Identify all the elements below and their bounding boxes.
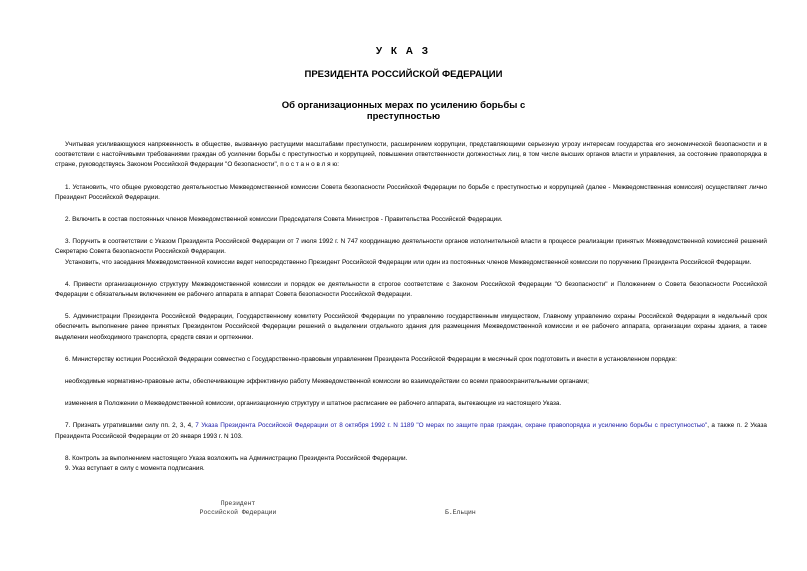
- document-type-heading: У К А З: [375, 46, 432, 57]
- paragraph-2: 2. Включить в состав постоянных членов Межведомственной комиссии Председателя Совета Министров - Правительства Российской Федерации.: [65, 216, 503, 224]
- paragraph-5: 5. Администрации Президента Российской Федерации, Государственному комитету Российской Федерации по управлению государственным имуществом, Главному управлению охраны Российской Федерации в недельный срок обеспечить выполнение ранее принятых Президентом Российской Федерации решений о выделении отдельного здания для размещения Межведомственной комиссии и ее рабочего аппарата, организации охраны здания, а также выделении необходимого транспорта, средств связи и оргтехники.: [55, 313, 767, 341]
- signatory-name: Б.Ельцин: [445, 509, 476, 516]
- document-body: [55, 140, 767, 474]
- paragraph-7-start: 7. Признать утратившими силу пп. 2, 3, 4,: [65, 422, 196, 430]
- signatory-title-line-2: Российской Федерации: [199, 509, 277, 516]
- paragraph-3-continuation: Установить, что заседания Межведомственной комиссии ведет непосредственно Президент Российской Федерации или один из постоянных членов Межведомственной комиссии по поручению Президента Российской Федерации.: [65, 258, 752, 266]
- document-title-line-2: преступностью: [366, 111, 441, 122]
- paragraph-8: 8. Контроль за выполнением настоящего Указа возложить на Администрацию Президента Российской Федерации.: [65, 454, 408, 462]
- preamble-paragraph: Учитывая усиливающуюся напряженность в обществе, вызванную растущими масштабами преступности, расширением коррупции, представляющими серьезную угрозу интересам государства его экономической безопасности и в соответствии с настойчивыми требованиями граждан об усилении борьбы с преступностью и коррупцией, повышении ответственности должностных лиц, в том числе высших органов власти и управления, за состояние правопорядка в стране, руководствуясь Законом Российской Федерации "О безопасности", п о с т а н о в л я ю:: [55, 141, 767, 169]
- decree-1189-link[interactable]: 7 Указа Президента Российской Федерации от 8 октября 1992 г. N 1189 "О мерах по защите прав граждан, охране правопорядка и усилению борьбы с преступностью": [195, 422, 708, 430]
- paragraph-6-item-a: необходимые нормативно-правовые акты, обеспечивающие эффективную работу Межведомственной комиссии во взаимодействии со всеми правоохранительными органами;: [65, 378, 589, 386]
- document-title: [0, 100, 807, 122]
- paragraph-1: 1. Установить, что общее руководство деятельностью Межведомственной комиссии Совета безопасности Российской Федерации по борьбе с преступностью и коррупцией (далее - Межведомственная комиссия) осуществляет лично Президент Российской Федерации.: [55, 183, 767, 201]
- paragraph-7: [55, 421, 767, 441]
- document-title-line-1: Об организационных мерах по усилению борьбы с: [281, 100, 526, 111]
- paragraph-4: 4. Привести организационную структуру Межведомственной комиссии и порядок ее деятельности в строгое соответствие с Законом Российской Федерации "О безопасности" и Положением о Совета безопасности Российской Федерации с обязательным включением ее рабочего аппарата в аппарат Совета безопасности Российской Федерации.: [55, 280, 767, 299]
- paragraph-6-item-b: изменения в Положении о Межведомственной комиссии, организационную структуру и штатное расписание ее рабочего аппарата, вытекающие из настоящего Указа.: [65, 400, 562, 408]
- paragraph-6: 6. Министерству юстиции Российской Федерации совместно с Государственно-правовым управлением Президента Российской Федерации в месячный срок подготовить и внести в установленном порядке:: [65, 355, 677, 363]
- paragraph-7-end: , а также п. 2 Указа Президента Российской Федерации от 20 января 1993 г. N 103.: [55, 422, 767, 440]
- signatory-title-line-1: Президент: [220, 500, 256, 507]
- paragraph-9: 9. Указ вступает в силу с момента подписания.: [65, 465, 205, 473]
- paragraph-3: 3. Поручить в соответствии с Указом Президента Российской Федерации от 7 июля 1992 г. N 747 координацию деятельности органов исполнительной власти в процессе реализации принятых Межведомственной комиссией решений Секретарю Совета безопасности Российской Федерации.: [55, 238, 767, 256]
- signatory-title: [183, 499, 293, 517]
- issuer-heading: ПРЕЗИДЕНТА РОССИЙСКОЙ ФЕДЕРАЦИИ: [304, 69, 503, 80]
